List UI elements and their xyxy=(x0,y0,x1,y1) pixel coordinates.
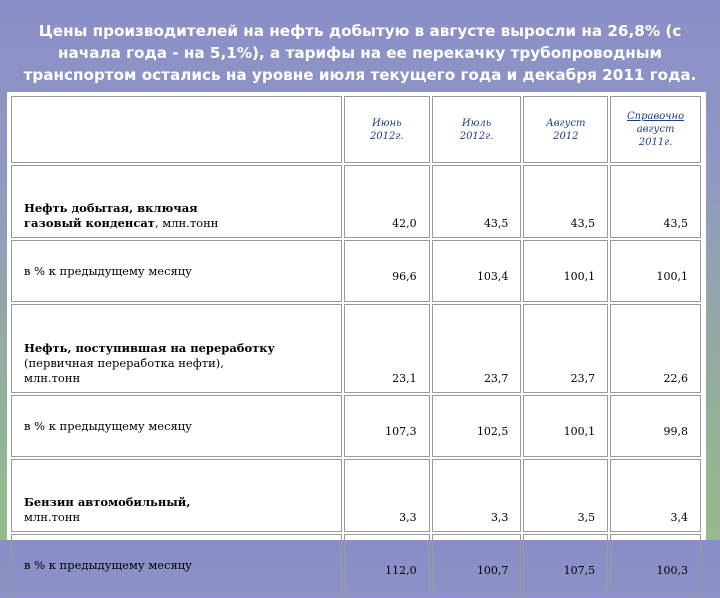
row-label-bold: Нефть, поступившая на переработку xyxy=(24,341,275,355)
column-header-month: август xyxy=(636,124,675,135)
row-label-unit: , млн.тонн xyxy=(154,216,219,230)
table-cell: 100,3 xyxy=(610,534,701,596)
table-row-oil-refining-percent xyxy=(11,395,701,457)
row-label-bold: Нефть добытая, включая xyxy=(24,201,198,215)
table-cell: 99,8 xyxy=(610,395,701,457)
table-cell: 100,1 xyxy=(523,240,608,302)
row-label-bold: Бензин автомобильный, xyxy=(24,495,191,509)
production-table xyxy=(9,94,703,598)
table-cell: 3,3 xyxy=(344,459,430,532)
column-header-label: Справочно xyxy=(627,111,685,122)
column-header-august xyxy=(523,96,608,163)
header-empty-cell xyxy=(11,96,342,163)
column-header-year: 2012г. xyxy=(459,130,494,142)
table-cell: 112,0 xyxy=(344,534,430,596)
table-row-gasoline-percent xyxy=(11,534,701,596)
table-cell: 23,7 xyxy=(432,304,522,393)
table-row-oil-extracted xyxy=(11,165,701,238)
row-label xyxy=(11,165,342,238)
row-label: в % к предыдущему месяцу xyxy=(11,395,342,457)
table-cell: 102,5 xyxy=(432,395,522,457)
table-header-row xyxy=(11,96,701,163)
table-cell: 3,3 xyxy=(432,459,522,532)
table-cell: 43,5 xyxy=(432,165,522,238)
row-label: в % к предыдущему месяцу xyxy=(11,534,342,596)
table-row-oil-extracted-percent xyxy=(11,240,701,302)
table-cell: 43,5 xyxy=(523,165,608,238)
table-cell: 100,1 xyxy=(610,240,701,302)
table-cell: 107,5 xyxy=(523,534,608,596)
table-cell: 42,0 xyxy=(344,165,430,238)
column-header-label: Июнь xyxy=(372,117,402,129)
table-cell: 103,4 xyxy=(432,240,522,302)
column-header-label: Июль xyxy=(461,117,492,129)
row-label-bold: газовый конденсат xyxy=(24,216,155,230)
slide-title: Цены производителей на нефть добытую в августе выросли на 26,8% (с начала года - на 5,1%), а тарифы на ее перекачку трубопроводным транспортом остались на уровне июля текущего года и декабря 2011 года. xyxy=(23,22,697,84)
table-row-oil-refining xyxy=(11,304,701,393)
column-header-year: 2012 xyxy=(553,130,579,142)
column-header-july xyxy=(432,96,522,163)
table-cell: 3,4 xyxy=(610,459,701,532)
row-label xyxy=(11,459,342,532)
row-label xyxy=(11,304,342,393)
table-cell: 22,6 xyxy=(610,304,701,393)
table-cell: 100,7 xyxy=(432,534,522,596)
table-cell: 23,1 xyxy=(344,304,430,393)
data-table-panel xyxy=(7,92,706,577)
row-label: в % к предыдущему месяцу xyxy=(11,240,342,302)
table-cell: 96,6 xyxy=(344,240,430,302)
row-label-line: (первичная переработка нефти), xyxy=(24,356,224,370)
column-header-label: Август xyxy=(546,117,586,129)
table-cell: 107,3 xyxy=(344,395,430,457)
row-label-unit: млн.тонн xyxy=(24,510,81,524)
table-cell: 43,5 xyxy=(610,165,701,238)
table-row-gasoline xyxy=(11,459,701,532)
table-cell: 100,1 xyxy=(523,395,608,457)
column-header-reference-august-2011 xyxy=(610,96,701,163)
column-header-june xyxy=(344,96,430,163)
column-header-year: 2012г. xyxy=(369,130,404,142)
table-cell: 23,7 xyxy=(523,304,608,393)
column-header-year: 2011г. xyxy=(638,137,673,148)
row-label-unit: млн.тонн xyxy=(24,371,81,385)
table-cell: 3,5 xyxy=(523,459,608,532)
